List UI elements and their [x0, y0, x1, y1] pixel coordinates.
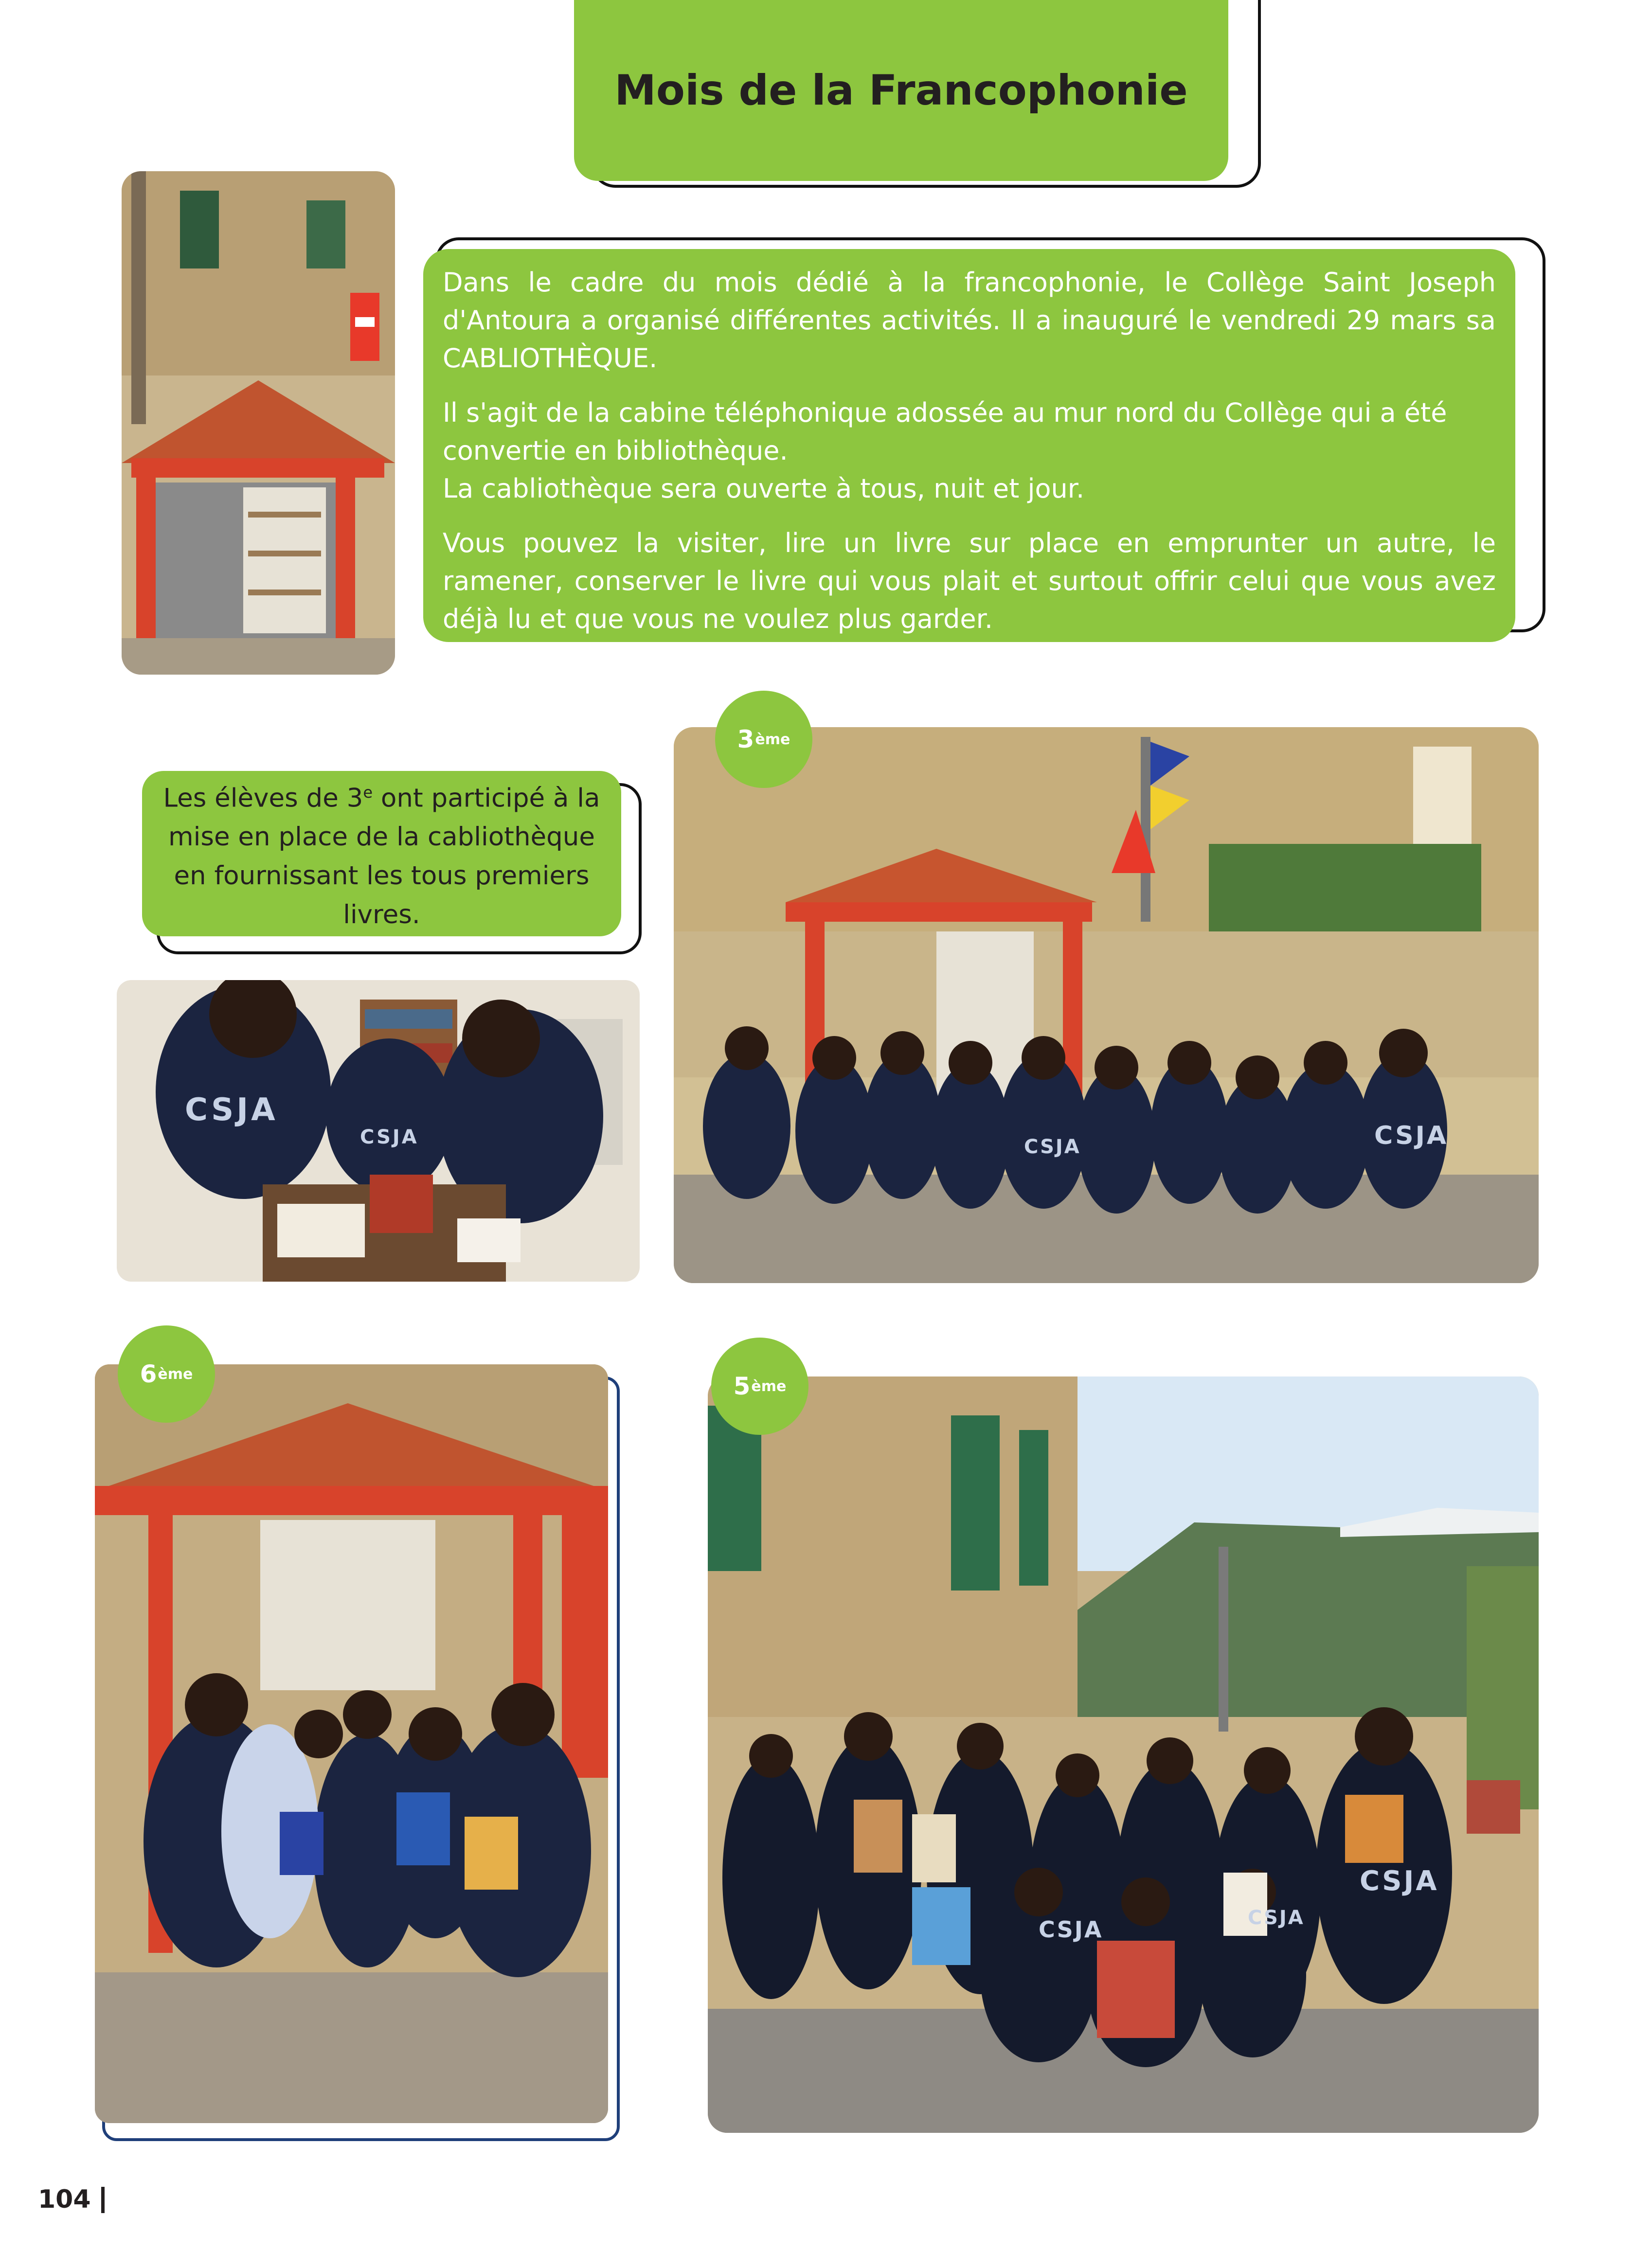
hoodie-label-7: CSJA: [1248, 1907, 1305, 1929]
side-note-text-end: ont participé à la mise en place de la cabliothèque en fournissant les tous premiers livres.: [168, 783, 600, 930]
photo-group-5eme: [708, 1376, 1539, 2133]
photo-cabliotheque-booth: [122, 171, 395, 675]
badge-5eme: [711, 1338, 808, 1435]
page-number-separator: [101, 2187, 105, 2213]
title-box: [574, 0, 1228, 181]
hoodie-label-5: CSJA: [1360, 1865, 1439, 1897]
intro-paragraph-1: Dans le cadre du mois dédié à la francophonie, le Collège Saint Joseph d'Antoura a organisé différentes activités. Il a inauguré le vendredi 29 mars sa CABLIOTHÈQUE.: [443, 267, 1496, 374]
photo-group-3eme: [674, 727, 1539, 1283]
photo-group-6eme: [95, 1364, 608, 2123]
hoodie-label-3: CSJA: [1374, 1121, 1449, 1150]
hoodie-label-6: CSJA: [1039, 1916, 1103, 1943]
page-number: 104: [38, 2185, 91, 2214]
badge-6eme-sup: ème: [158, 1365, 193, 1383]
intro-paragraph-3: Vous pouvez la visiter, lire un livre sur place en emprunter un autre, le ramener, conserver le livre qui vous plait et surtout offrir celui que vous avez déjà lu et que vous ne voulez plus garder.: [443, 528, 1496, 634]
intro-paragraph-2-line-2: La cabliothèque sera ouverte à tous, nuit et jour.: [443, 473, 1085, 504]
page-title: Mois de la Francophonie: [614, 66, 1188, 115]
side-note-superscript: e: [363, 783, 373, 802]
side-note-box: [142, 771, 621, 936]
intro-paragraph-2: [443, 394, 1496, 508]
hoodie-label-1: CSJA: [185, 1092, 278, 1128]
badge-5eme-num: 5: [733, 1372, 751, 1400]
hoodie-label-2: CSJA: [360, 1126, 419, 1148]
badge-6eme-num: 6: [140, 1360, 157, 1388]
badge-5eme-sup: ème: [751, 1377, 787, 1395]
photo-students-books: [117, 980, 640, 1282]
intro-paragraph-2-line-1: Il s'agit de la cabine téléphonique adossée au mur nord du Collège qui a été convertie en bibliothèque.: [443, 397, 1447, 466]
side-note-text-start: Les élèves de 3: [163, 783, 363, 813]
badge-3eme-sup: ème: [755, 731, 790, 748]
side-note-text: [157, 773, 607, 935]
hoodie-label-4: CSJA: [1024, 1136, 1081, 1158]
badge-3eme: [715, 691, 812, 788]
intro-text-box: [423, 249, 1515, 642]
badge-3eme-num: 3: [737, 725, 754, 753]
badge-6eme: [118, 1325, 215, 1423]
